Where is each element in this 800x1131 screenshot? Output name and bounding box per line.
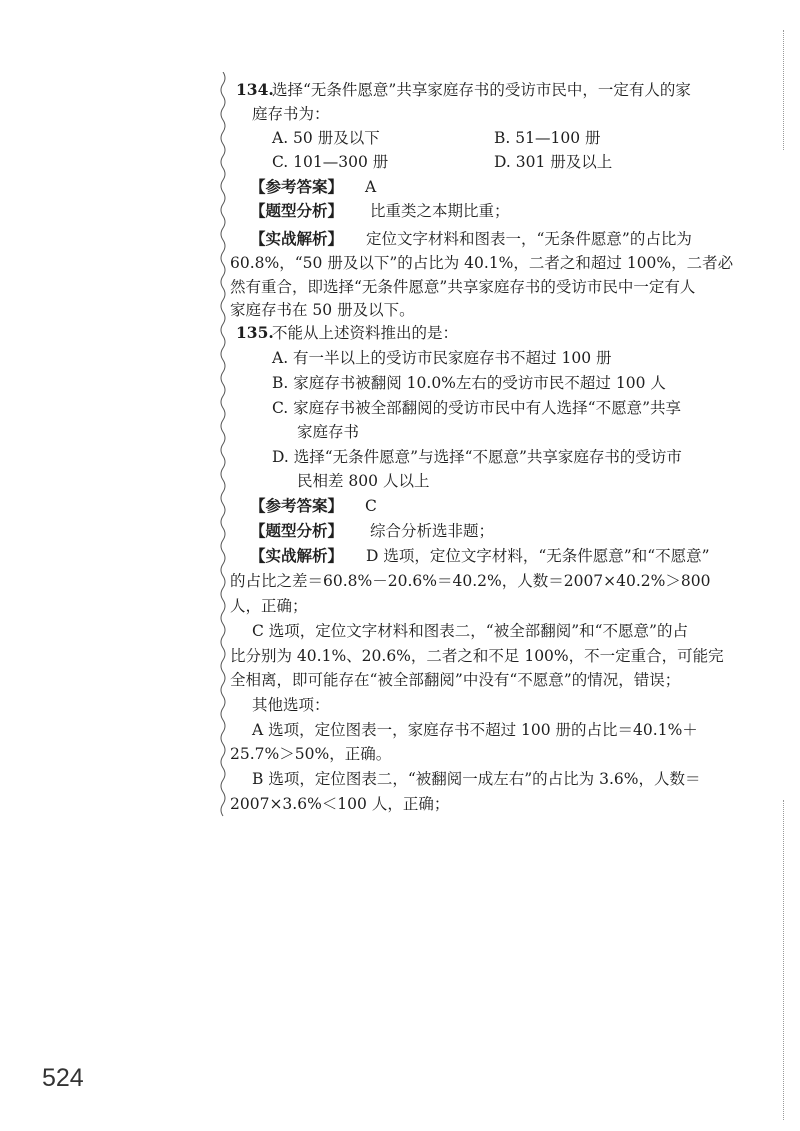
q135-other-options: 其他选项： [252,696,330,714]
q135-option-b: B. 家庭存书被翻阅 10.0%左右的受访市民不超过 100 人 [272,374,666,392]
q134-option-d: D. 301 册及以上 [494,153,613,171]
q134-option-b: B. 51—100 册 [494,129,601,147]
q134-number: 134. [236,80,274,99]
q135-option-d-line-1: D. 选择“无条件愿意”与选择“不愿意”共享家庭存书的受访市 [272,448,682,466]
q135-option-b-analysis-2: 2007×3.6%＜100 人，正确； [230,795,450,813]
q135-option-c-line-2: 家庭存书 [297,423,360,441]
q135-stem: 不能从上述资料推出的是： [272,324,459,342]
q135-number: 135. [236,323,274,342]
q134-analysis-line-2: 60.8%，“50 册及以下”的占比为 40.1%，二者之和超过 100%，二者必 [230,254,734,272]
q135-type-tag: 【题型分析】 [250,522,344,540]
q134-answer-tag: 【参考答案】 [250,178,344,196]
q134-analysis-tag: 【实战解析】 [250,230,344,248]
q135-option-a-analysis-1: A 选项，定位图表一，家庭存书不超过 100 册的占比＝40.1%＋ [252,721,698,739]
q135-option-a-analysis-2: 25.7%＞50%，正确。 [230,745,392,763]
q135-option-a: A. 有一半以上的受访市民家庭存书不超过 100 册 [272,349,612,367]
q135-option-c-analysis-3: 全相离，即可能存在“被全部翻阅”中没有“不愿意”的情况，错误； [230,671,681,689]
q135-option-d-line-2: 民相差 800 人以上 [297,472,430,490]
q134-type-text: 比重类之本期比重； [370,202,510,220]
q135-option-c-line-1: C. 家庭存书被全部翻阅的受访市民中有人选择“不愿意”共享 [272,399,682,417]
q135-type-text: 综合分析选非题； [370,522,495,540]
q135-option-b-analysis-1: B 选项，定位图表二，“被翻阅一成左右”的占比为 3.6%，人数＝ [252,770,701,788]
binding-wavy-line [218,72,228,820]
q135-answer: C [365,497,377,515]
q134-option-a: A. 50 册及以下 [272,129,380,147]
q134-stem-line-2: 庭存书为： [252,105,330,123]
q135-option-d-analysis-3: 人，正确； [230,597,308,615]
q135-option-d-analysis-2: 的占比之差＝60.8%－20.6%＝40.2%，人数＝2007×40.2%＞800 [230,572,711,590]
q134-analysis-line-3: 然有重合，即选择“无条件愿意”共享家庭存书的受访市民中一定有人 [230,278,696,296]
edge-dots-top [783,30,784,150]
q134-answer: A [365,178,377,196]
q135-answer-tag: 【参考答案】 [250,497,344,515]
q135-option-c-analysis-2: 比分别为 40.1%、20.6%，二者之和不足 100%，不一定重合，可能完 [230,647,724,665]
edge-dots-middle [783,800,784,1120]
q134-type-tag: 【题型分析】 [250,202,344,220]
q134-option-c: C. 101—300 册 [272,153,389,171]
q135-option-d-analysis-1: D 选项，定位文字材料，“无条件愿意”和“不愿意” [366,547,710,565]
q134-analysis-line-1: 定位文字材料和图表一，“无条件愿意”的占比为 [366,230,692,248]
q135-option-c-analysis-1: C 选项，定位文字材料和图表二，“被全部翻阅”和“不愿意”的占 [252,622,688,640]
q134-stem-line-1: 选择“无条件愿意”共享家庭存书的受访市民中，一定有人的家 [272,81,691,99]
q135-analysis-tag: 【实战解析】 [250,547,344,565]
page-number: 524 [42,1064,84,1092]
q134-analysis-line-4: 家庭存书在 50 册及以下。 [230,301,415,319]
